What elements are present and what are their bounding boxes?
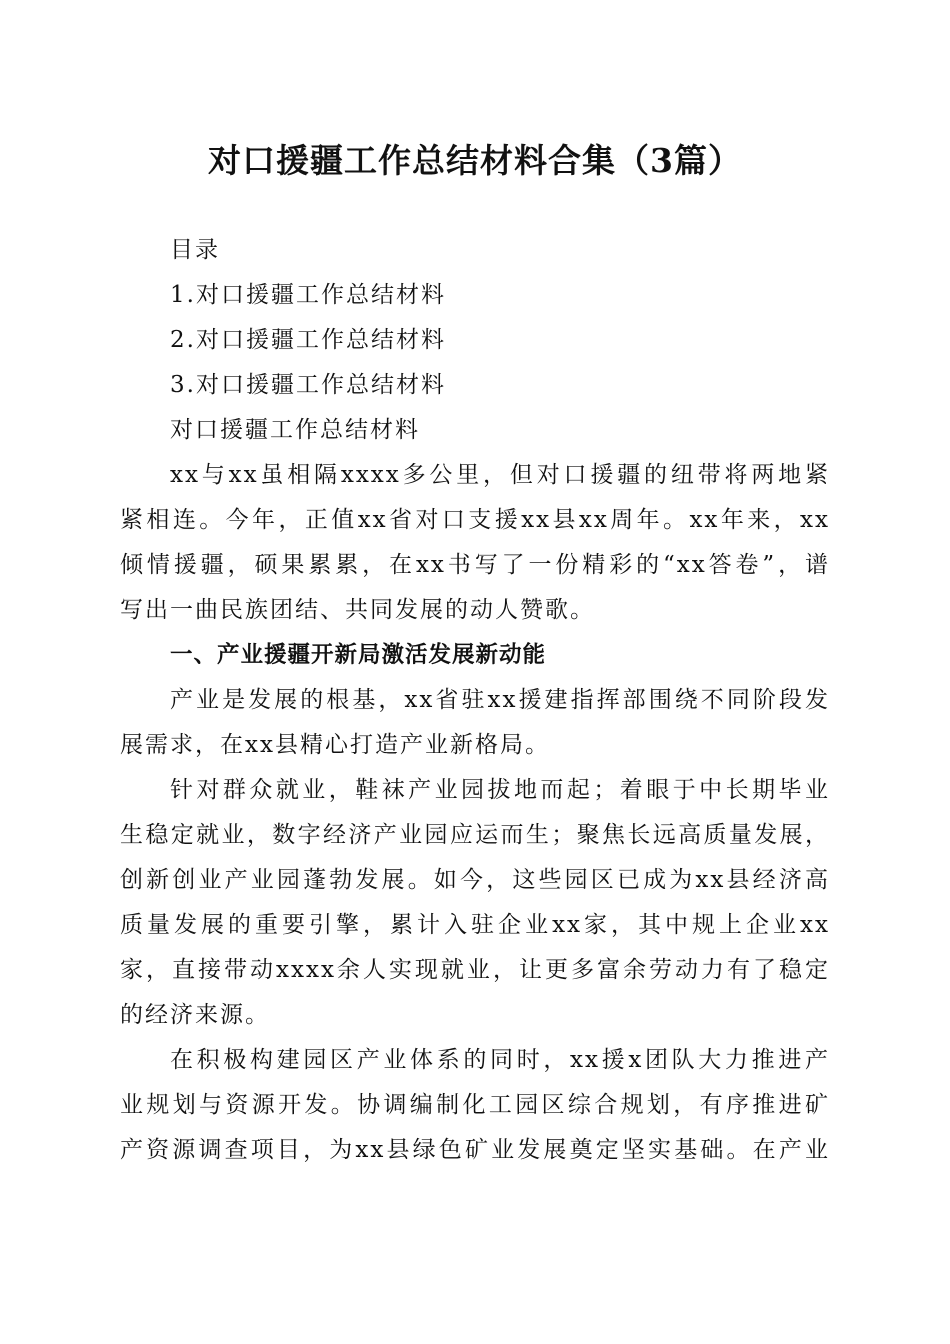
paragraph-line: 业规划与资源开发。协调编制化工园区综合规划，有序推进矿 (120, 1092, 830, 1118)
paragraph-line: 产业是发展的根基，xx省驻xx援建指挥部围绕不同阶段发 (170, 687, 830, 713)
paragraph-line: 生稳定就业，数字经济产业园应运而生；聚焦长远高质量发展， (120, 822, 830, 848)
paragraph-line: xx与xx虽相隔xxxx多公里，但对口援疆的纽带将两地紧 (170, 462, 830, 488)
paragraph-line: 写出一曲民族团结、共同发展的动人赞歌。 (120, 597, 595, 623)
paragraph-line: 质量发展的重要引擎，累计入驻企业xx家，其中规上企业xx (120, 912, 830, 938)
paragraph-line: 在积极构建园区产业体系的同时，xx援x团队大力推进产 (170, 1047, 830, 1073)
paragraph-line: 的经济来源。 (120, 1002, 270, 1028)
paragraph-line: 紧相连。今年，正值xx省对口支援xx县xx周年。xx年来，xx (120, 507, 830, 533)
toc-item: 3.对口援疆工作总结材料 (170, 372, 446, 398)
paragraph-line: 展需求，在xx县精心打造产业新格局。 (120, 732, 550, 758)
paragraph-line: 针对群众就业，鞋袜产业园拔地而起；着眼于中长期毕业 (170, 777, 830, 803)
paragraph-line: 倾情援疆，硕果累累，在xx书写了一份精彩的“xx答卷”，谱 (120, 552, 830, 578)
toc-item: 1.对口援疆工作总结材料 (170, 282, 446, 308)
paragraph-line: 创新创业产业园蓬勃发展。如今，这些园区已成为xx县经济高 (120, 867, 830, 893)
toc-item: 2.对口援疆工作总结材料 (170, 327, 446, 353)
article-title: 对口援疆工作总结材料 (170, 417, 420, 443)
document-title: 对口援疆工作总结材料合集（3篇） (208, 141, 742, 180)
toc-label: 目录 (170, 237, 220, 263)
section-heading: 一、产业援疆开新局激活发展新动能 (170, 642, 547, 668)
document-body (120, 228, 830, 1173)
paragraph-line: 产资源调查项目，为xx县绿色矿业发展奠定坚实基础。在产业 (120, 1137, 830, 1163)
paragraph-line: 家，直接带动xxxx余人实现就业，让更多富余劳动力有了稳定 (120, 957, 830, 983)
